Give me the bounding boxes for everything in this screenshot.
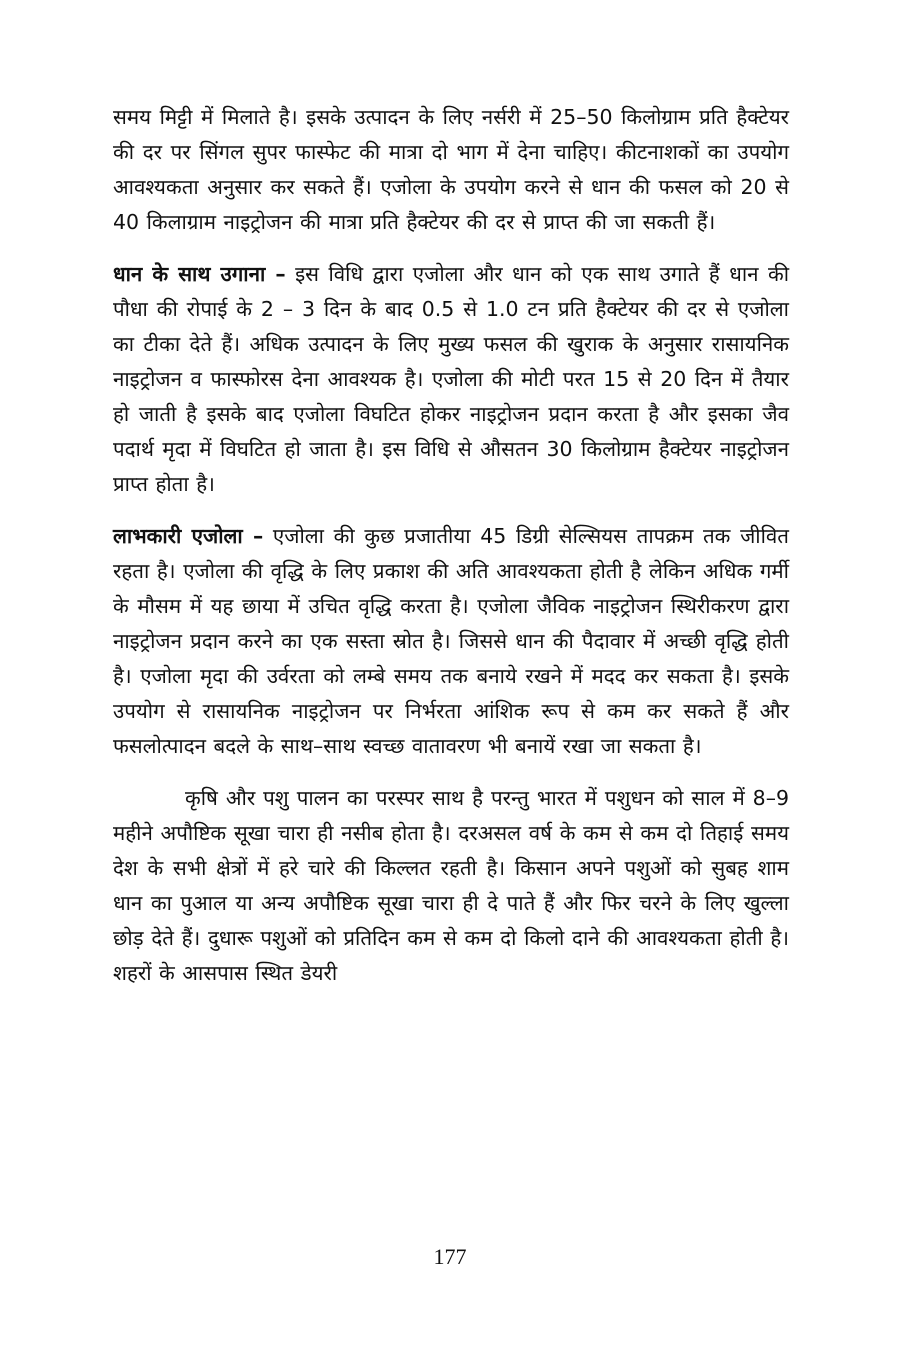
paragraph-3	[113, 519, 789, 764]
page-number: 177	[433, 1244, 467, 1269]
paragraph-1-text: समय मिट्टी में मिलाते है। इसके उत्पादन के लिए नर्सरी में 25–50 किलोग्राम प्रति हैक्टेयर की दर पर सिंगल सुपर फास्फेट की मात्रा दो भाग में देना चाहिए। कीटनाशकों का उपयोग आवश्यकता अनुसार कर सकते हैं। एजोला के उपयोग करने से धान की फसल को 20 से 40 किलाग्राम नाइट्रोजन की मात्रा प्रति हैक्टेयर की दर से प्राप्त की जा सकती हैं।	[113, 105, 789, 234]
paragraph-1	[113, 100, 789, 240]
paragraph-3-text: एजोला की कुछ प्रजातीया 45 डिग्री सेल्सियस तापक्रम तक जीवित रहता है। एजोला की वृद्धि के लिए प्रकाश की अति आवश्यकता होती है लेकिन अधिक गर्मी के मौसम में यह छाया में उचित वृद्धि करता है। एजोला जैविक नाइट्रोजन स्थिरीकरण द्वारा नाइट्रोजन प्रदान करने का एक सस्ता स्रोत है। जिससे धान की पैदावार में अच्छी वृद्धि होती है। एजोला मृदा की उर्वरता को लम्बे समय तक बनाये रखने में मदद कर सकता है। इसके उपयोग से रासायनिक नाइट्रोजन पर निर्भरता आंशिक रूप से कम कर सकते हैं और फसलोत्पादन बदले के साथ–साथ स्वच्छ वातावरण भी बनायें रखा जा सकता है।	[113, 524, 789, 758]
paragraph-3-heading: लाभकारी एजोला –	[113, 524, 264, 548]
paragraph-4	[113, 781, 789, 991]
paragraph-2	[113, 257, 789, 502]
paragraph-2-text: इस विधि द्वारा एजोला और धान को एक साथ उगाते हैं धान की पौधा की रोपाई के 2 – 3 दिन के बाद 0.5 से 1.0 टन प्रति हैक्टेयर की दर से एजोला का टीका देते हैं। अधिक उत्पादन के लिए मुख्य फसल की खुराक के अनुसार रासायनिक नाइट्रोजन व फास्फोरस देना आवश्यक है। एजोला की मोटी परत 15 से 20 दिन में तैयार हो जाती है इसके बाद एजोला विघटित होकर नाइट्रोजन प्रदान करता है और इसका जैव पदार्थ मृदा में विघटित हो जाता है। इस विधि से औसतन 30 किलोग्राम हैक्टेयर नाइट्रोजन प्राप्त होता है।	[113, 262, 790, 496]
page-body	[113, 100, 789, 1008]
paragraph-2-heading: धान के साथ उगाना –	[113, 262, 286, 286]
paragraph-4-text: कृषि और पशु पालन का परस्पर साथ है परन्तु भारत में पशुधन को साल में 8–9 महीने अपौष्टिक सूखा चारा ही नसीब होता है। दरअसल वर्ष के कम से कम दो तिहाई समय देश के सभी क्षेत्रों में हरे चारे की किल्लत रहती है। किसान अपने पशुओं को सुबह शाम धान का पुआल या अन्य अपौष्टिक सूखा चारा ही दे पाते हैं और फिर चरने के लिए खुल्ला छोड़ देते हैं। दुधारू पशुओं को प्रतिदिन कम से कम दो किलो दाने की आवश्यकता होती है। शहरों के आसपास स्थित डेयरी	[113, 786, 789, 985]
